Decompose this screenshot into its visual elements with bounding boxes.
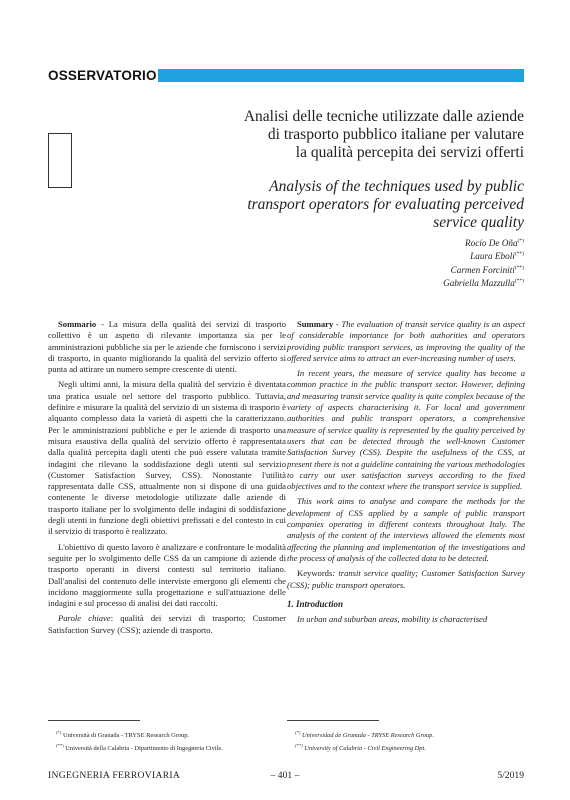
footnote: (**) University of Calabria - Civil Engineering Dpt. <box>295 743 426 753</box>
footnote: (*) Università di Granada - TRYSE Research Group. <box>56 730 190 740</box>
summary-paragraph: Sommario - La misura della qualità dei servizi di trasporto collettivo è un aspetto di rilevante importanza sia per le amministrazioni pubbliche sia per le aziende che forniscono i servizi di trasporto, in quanto migliorando la qualità del servizio offerto si punta ad attirare un numero sempre crescente di utenti. <box>48 319 286 375</box>
author-list <box>274 236 524 289</box>
author: Gabriella Mazzulla(**) <box>443 277 524 288</box>
title-italian <box>164 108 524 162</box>
keywords-label: Parole chiave <box>58 613 111 624</box>
section-heading: 1. Introduction <box>287 598 344 609</box>
title-english-line: transport operators for evaluating perceived <box>247 196 524 213</box>
keywords-paragraph: Keywords: transit service quality; Customer Satisfaction Survey (CSS); public transport operators. <box>287 568 525 590</box>
journal-name: INGEGNERIA FERROVIARIA <box>48 770 181 781</box>
right-column-english <box>287 319 525 629</box>
keywords-paragraph: Parole chiave: qualità dei servizi di trasporto; Customer Satisfaction Survey (CSS); aziende di trasporto. <box>48 613 286 635</box>
footnote-rule <box>287 720 379 721</box>
title-english <box>164 178 524 232</box>
summary-lead: Sommario <box>58 319 97 329</box>
section-label: OSSERVATORIO <box>48 68 157 83</box>
section-bar <box>158 69 524 82</box>
body-paragraph: In urban and suburban areas, mobility is characterised <box>297 614 488 625</box>
keywords-label: Keywords <box>297 568 333 579</box>
author: Carmen Forciniti(**) <box>450 264 524 275</box>
title-italian-line: Analisi delle tecniche utilizzate dalle aziende <box>243 108 524 125</box>
body-paragraph: L'obiettivo di questo lavoro è analizzare e confrontare le modalità seguite per lo svolgimento delle CSS da un campione di aziende di trasporto operanti in diversi contesti sul territorio italiano. Dall'analisi del contenuto delle interviste emergono gli elementi che incidono maggiormente sulla progettazione e sull'attuazione delle indagini e sul processo di analisi dei dati raccolti. <box>48 541 286 609</box>
title-italian-line: la qualità percepita dei servizi offerti <box>295 144 524 161</box>
corner-box-decoration <box>48 133 72 188</box>
footnote: (*) Universidad de Granada - TRYSE Research Group. <box>295 730 434 740</box>
author: Laura Eboli(**) <box>470 251 524 262</box>
issue-number: 5/2019 <box>497 770 524 781</box>
title-english-line: Analysis of the techniques used by public <box>269 178 524 195</box>
summary-lead: Summary <box>297 319 334 329</box>
body-paragraph: In recent years, the measure of service quality has become a common practice in the public transport sector. However, defining and measuring transit service quality is quite complex because of the variety of aspects characterising it. For local and government authorities and public transport operators, a comprehensive measure of service quality is represented by the quality perceived by users that can be detected through the well-known Customer Satisfaction Survey (CSS). Despite the usefulness of the CSS, at present there is not a guideline containing the various methodologies to carry out user satisfaction surveys according to the fixed objectives and to the context where the transport service is supplied. <box>287 368 525 492</box>
title-italian-line: di trasporto pubblico italiane per valutare <box>267 126 524 143</box>
footnote-rule <box>48 720 140 721</box>
footnote: (**) Università della Calabria - Dipartimento di Ingegneria Civile. <box>56 743 223 753</box>
left-column-italian <box>48 319 286 640</box>
body-paragraph: Negli ultimi anni, la misura della qualità del servizio è diventata una pratica usuale nel settore del trasporto pubblico. Tuttavia, definire e misurare la qualità del servizio di un sistema di trasporto è alquanto complesso data la varietà di aspetti che la caratterizzano. Per le amministrazioni pubbliche e per le aziende di trasporto una misura esaustiva della qualità del servizio offerto è rappresentata dalla qualità percepita dagli utenti che può essere valutata tramite indagini che rilevano la soddisfazione degli utenti sul servizio (Customer Satisfaction Survey, CSS). Nonostante l'utilità rappresentata dalle CSS, attualmente non si dispone di una guida contenente le diverse metodologie utilizzate dalle aziende di trasporto italiane per lo svolgimento delle indagini di soddisfazione degli utenti in funzione degli obiettivi prefissati e del contesto in cui il servizio di trasporto è realizzato. <box>48 379 286 537</box>
title-english-line: service quality <box>433 214 524 231</box>
page-number: – 401 – <box>270 770 300 781</box>
author: Rocío De Oña(*) <box>465 238 524 249</box>
summary-paragraph: Summary - The evaluation of transit service quality is an aspect of considerable importance for both authorities and operators providing public transport services, as improving the quality of the offered service aims to attract an ever-increasing number of users. <box>287 319 525 363</box>
body-paragraph: This work aims to analyse and compare the methods for the development of CSS applied by a sample of public transport companies operating in different contexts throughout Italy. The analysis of the content of the interviews allowed the elements most affecting the planning and implementation of the investigations and the process of analysis of the collected data to be detected. <box>287 496 525 563</box>
